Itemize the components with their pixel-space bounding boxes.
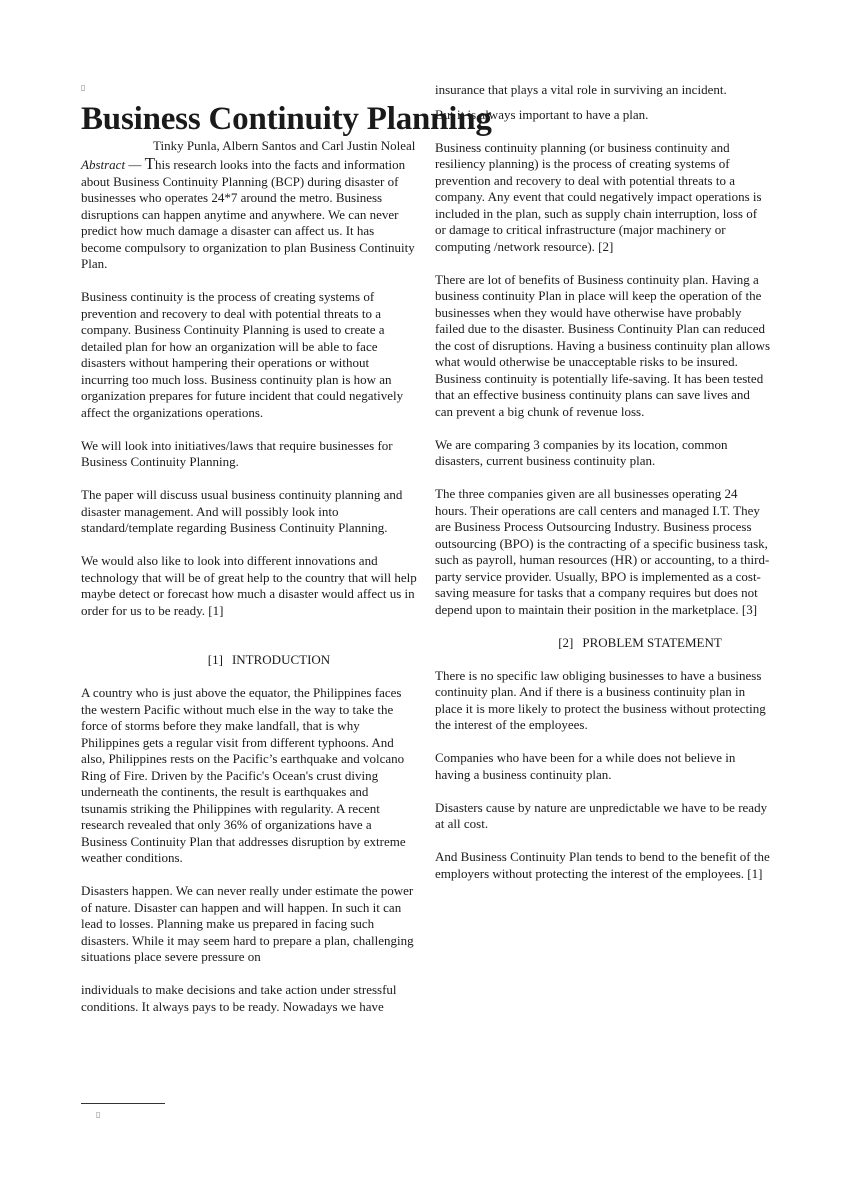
body-paragraph: Business continuity is the process of creating systems of prevention and recovery to deal with potential threats to a company. Business Continuity Planning is used to create a detailed plan for how an organization will be able to face disasters without hampering their operations or without incurring too much loss. Business continuity plan is how an organization prepares for future incident that could negatively affect the organizations operations. (81, 289, 404, 420)
section-number: [2] (558, 634, 574, 650)
section-title: PROBLEM STATEMENT (582, 634, 722, 650)
footnote-rule (81, 1103, 165, 1104)
body-paragraph: The paper will discuss usual business continuity planning and disaster management. And will possibly look into standard/template regarding Business Continuity Planning. (81, 487, 403, 535)
abstract-dash: — (125, 157, 145, 172)
placeholder-glyph-icon: ▯ (96, 1110, 101, 1119)
body-paragraph: Disasters cause by nature are unpredictable we have to be ready at all cost. (435, 799, 768, 831)
body-paragraph: Business continuity planning (or business continuity and resiliency planning) is the process of creating systems of prevention and recovery to deal with potential threats to a company. Any event that could negatively impact operations is included in the plan, such as supply chain interruption, loss of or damage to critical infrastructure (major machinery or computing /network resource). [2] (435, 139, 762, 254)
body-paragraph: We will look into initiatives/laws that require businesses for Business Continuity Planning. (81, 437, 393, 469)
abstract-label: Abstract (81, 157, 126, 172)
body-paragraph: Companies who have been for a while does not believe in having a business continuity plan. (435, 750, 736, 782)
right-column (435, 82, 771, 882)
body-paragraph: There is no specific law obliging businesses to have a business continuity plan. And if there is a business continuity plan in place it is more likely to protect the business without protecting the interest of the employees. (435, 667, 766, 732)
section-heading-introduction (81, 652, 417, 669)
section-number: [1] (207, 652, 223, 667)
paper-authors: Tinky Punla, Albern Santos and Carl Justin Noleal (153, 138, 416, 153)
body-paragraph: There are lot of benefits of Business continuity plan. Having a business continuity Plan in place will keep the operation of the businesses when they would have otherwise have probably failed due to the disaster. Business Continuity Plan can reduced the cost of disruptions. Having a business continuity plan allows what would otherwise be unacceptable risks to be insured. Business continuity is potentially life-saving. It has been tested that an effective business continuity plans can save lives and can prevent a big chunk of revenue loss. (435, 271, 771, 419)
section-heading-problem-statement (435, 635, 771, 652)
body-paragraph: We are comparing 3 companies by its location, common disasters, current business continuity plan. (435, 436, 728, 468)
abstract-dropcap: T (144, 154, 155, 173)
paper-title: Business Continuity Planning (81, 101, 492, 137)
body-paragraph: individuals to make decisions and take action under stressful conditions. It always pays to be ready. Nowadays we have (81, 982, 397, 1014)
body-paragraph: Disasters happen. We can never really under estimate the power of nature. Disaster can happen and will happen. In such it can lead to losses. Planning make us prepared in facing such disasters. While it may seem hard to prepare a plan, challenging situations place severe pressure on (81, 883, 414, 964)
abstract-paragraph (81, 154, 417, 273)
body-paragraph: The three companies given are all businesses operating 24 hours. Their operations are call centers and managed I.T. They are Business Process Outsourcing Industry. Business process outsourcing (BPO) is the contracting of a specific business task, such as payroll, human resources (HR) or accounting, to a third-party service provider. Usually, BPO is implemented as a cost-saving measure for tasks that a company requires but does not depend upon to maintain their position in the marketplace. [3] (435, 486, 770, 617)
body-paragraph: But it is always important to have a plan. (435, 106, 649, 122)
body-paragraph: insurance that plays a vital role in surviving an incident. (435, 82, 727, 97)
placeholder-glyph-icon: ▯ (81, 83, 86, 92)
body-paragraph: We would also like to look into different innovations and technology that will be of great help to the country that will help maybe detect or forecast how much a disaster would affect us in order for us to be ready. [1] (81, 553, 417, 618)
left-column (81, 154, 417, 1015)
section-title: INTRODUCTION (231, 652, 331, 667)
abstract-text: his research looks into the facts and information about Business Continuity Planning (BCP) during disaster of businesses who operates 24*7 around the metro. Business disruptions can happen anytime and anywhere. We can never predict how much damage a disaster can affect us. It has become compulsory to organization to plan Business Continuity Plan. (81, 157, 415, 271)
body-paragraph: And Business Continuity Plan tends to bend to the benefit of the employers without protecting the interest of the employees. [1] (435, 849, 770, 881)
body-paragraph: A country who is just above the equator, the Philippines faces the western Pacific without much else in the way to take the force of storms before they make landfall, that is why Philippines gets a regular visit from different typhoons. And also, Philippines rests on the Pacific’s earthquake and volcano Ring of Fire. Driven by the Pacific's Ocean's crust diving underneath the continents, the result is earthquakes and tsunamis striking the Philippines with regularity. A recent research revealed that only 36% of organizations have a Business Continuity Plan that addresses disruption by extreme weather conditions. (81, 685, 406, 865)
